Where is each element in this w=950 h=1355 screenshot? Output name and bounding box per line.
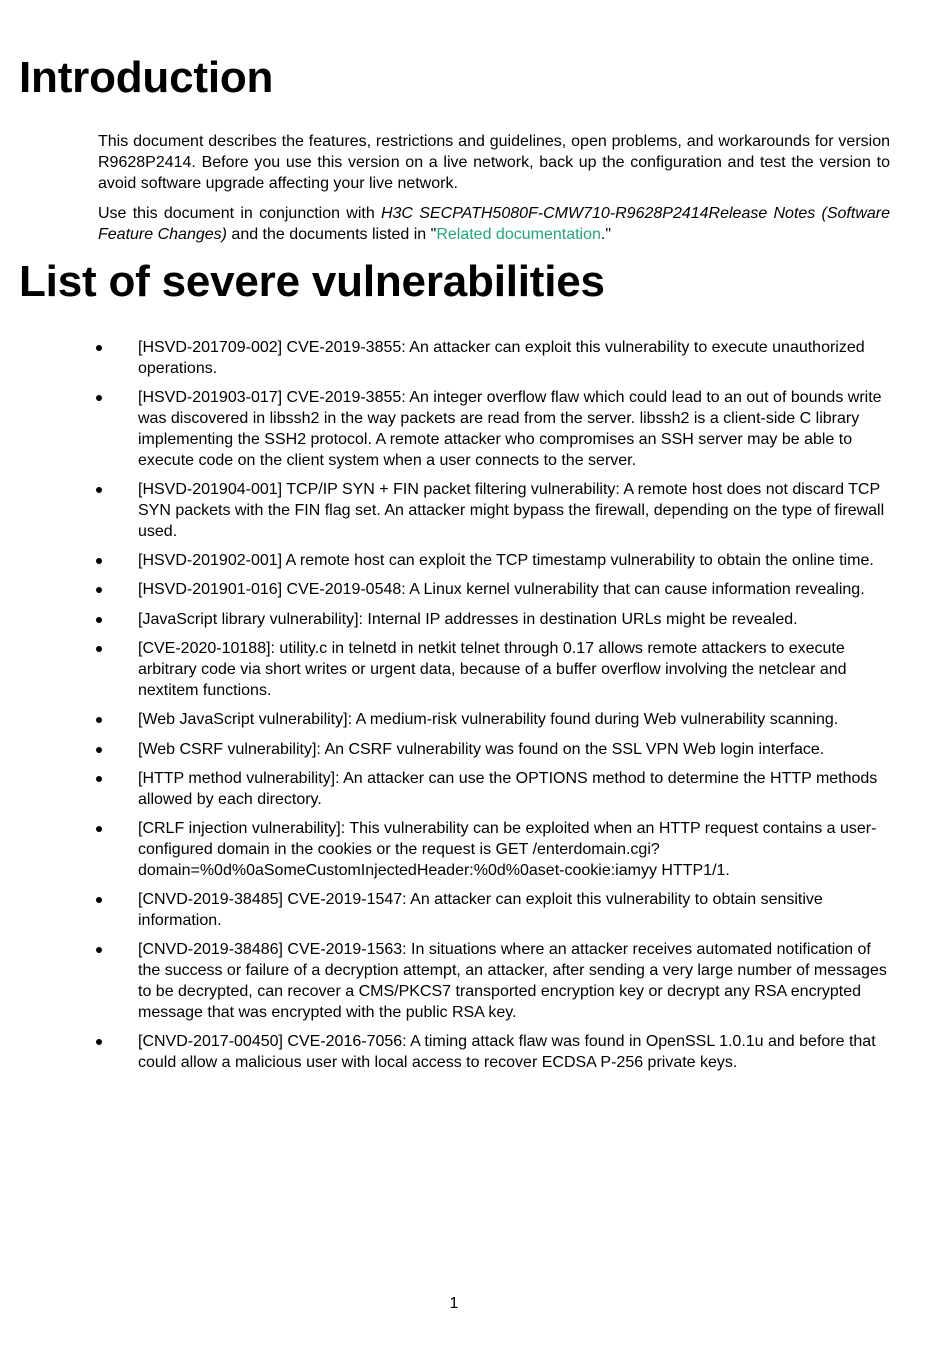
bullet-icon	[96, 345, 102, 351]
vulnerability-text: [HSVD-201903-017] CVE-2019-3855: An integer overflow flaw which could lead to an out of bounds write was discovered in libssh2 in the way packets are read from the server. libssh2 is a client-side C library implementing the SSH2 protocol. A remote attacker who compromises an SSH server may be able to execute code on the client system when a user connects to the server.	[138, 389, 882, 469]
vulnerability-text: [HTTP method vulnerability]: An attacker can use the OPTIONS method to determine the HTTP methods allowed by each directory.	[138, 769, 878, 808]
vulnerability-item	[0, 740, 890, 761]
vulnerability-text: [CNVD-2019-38486] CVE-2019-1563: In situations where an attacker receives automated notification of the success or failure of a decryption attempt, an attacker, after sending a very large number of messages to be decrypted, can recover a CMS/PKCS7 transported encryption key or decrypt any RSA encrypted message that was encrypted with the public RSA key.	[138, 941, 887, 1021]
intro-p2-text-after: ."	[600, 226, 612, 244]
page-number: 1	[449, 1295, 459, 1312]
intro-paragraph-2	[98, 204, 890, 246]
vulnerability-text: [Web CSRF vulnerability]: An CSRF vulnerability was found on the SSL VPN Web login interface.	[138, 740, 825, 758]
bullet-icon	[96, 617, 102, 623]
vulnerability-text: [CNVD-2019-38485] CVE-2019-1547: An attacker can exploit this vulnerability to obtain sensitive information.	[138, 891, 823, 929]
heading-severe-vulnerabilities: List of severe vulnerabilities	[19, 257, 605, 306]
intro-p2-text-middle: and the documents listed in "	[226, 226, 437, 244]
vulnerability-item	[0, 610, 890, 631]
vulnerability-item	[0, 580, 890, 601]
intro-paragraph-1: This document describes the features, restrictions and guidelines, open problems, and workarounds for version R9628P2414. Before you use this version on a live network, back up the configuration and test the version to avoid software upgrade affecting your live network.	[98, 133, 890, 192]
vulnerability-text: [CNVD-2017-00450] CVE-2016-7056: A timing attack flaw was found in OpenSSL 1.0.1u and before that could allow a malicious user with local access to recover ECDSA P-256 private keys.	[138, 1033, 876, 1071]
vulnerability-item	[0, 551, 890, 572]
bullet-icon	[96, 776, 102, 782]
vulnerability-item	[0, 710, 890, 731]
vulnerability-text: [HSVD-201709-002] CVE-2019-3855: An attacker can exploit this vulnerability to execute unauthorized operations.	[138, 339, 865, 377]
vulnerability-list	[0, 338, 950, 1082]
vulnerability-text: [CRLF injection vulnerability]: This vulnerability can be exploited when an HTTP request contains a user-configured domain in the cookies or the request is GET /enterdomain.cgi?domain=%0d%0aSomeCustomInjectedHeader:%0d%0aset-cookie:iamyy HTTP1/1.	[138, 820, 877, 879]
vulnerability-item	[0, 639, 890, 701]
bullet-icon	[96, 487, 102, 493]
introduction-section	[98, 132, 890, 256]
bullet-icon	[96, 558, 102, 564]
vulnerability-item	[0, 480, 890, 542]
vulnerability-text: [HSVD-201901-016] CVE-2019-0548: A Linux kernel vulnerability that can cause information revealing.	[138, 581, 865, 599]
bullet-icon	[96, 897, 102, 903]
vulnerability-item	[0, 819, 890, 881]
vulnerability-text: [HSVD-201902-001] A remote host can exploit the TCP timestamp vulnerability to obtain the online time.	[138, 551, 874, 569]
intro-p2-text-before: Use this document in conjunction with	[98, 205, 381, 223]
bullet-icon	[96, 395, 102, 401]
vulnerability-item	[0, 388, 890, 471]
related-documentation-link[interactable]: Related documentation	[436, 226, 601, 244]
vulnerability-text: [Web JavaScript vulnerability]: A medium-risk vulnerability found during Web vulnerability scanning.	[138, 711, 839, 729]
bullet-icon	[96, 947, 102, 953]
bullet-icon	[96, 587, 102, 593]
bullet-icon	[96, 826, 102, 832]
bullet-icon	[96, 747, 102, 753]
heading-introduction: Introduction	[19, 53, 274, 102]
bullet-icon	[96, 646, 102, 652]
bullet-icon	[96, 1039, 102, 1045]
vulnerability-item	[0, 890, 890, 932]
vulnerability-text: [JavaScript library vulnerability]: Internal IP addresses in destination URLs might be revealed.	[138, 610, 798, 628]
vulnerability-item	[0, 338, 890, 380]
vulnerability-item	[0, 940, 890, 1023]
vulnerability-item	[0, 769, 890, 811]
vulnerability-text: [CVE-2020-10188]: utility.c in telnetd in netkit telnet through 0.17 allows remote attackers to execute arbitrary code via short writes or urgent data, because of a buffer overflow involving the netclear and nextitem functions.	[138, 640, 847, 699]
vulnerability-item	[0, 1032, 890, 1074]
release-notes-title: H3C SECPATH5080F-CMW710-R9628P2414Release Notes (Software Feature Changes)	[98, 205, 891, 244]
bullet-icon	[96, 717, 102, 723]
vulnerability-text: [HSVD-201904-001] TCP/IP SYN + FIN packet filtering vulnerability: A remote host does not discard TCP SYN packets with the FIN flag set. An attacker might bypass the firewall, depending on the type of firewall used.	[138, 480, 885, 540]
